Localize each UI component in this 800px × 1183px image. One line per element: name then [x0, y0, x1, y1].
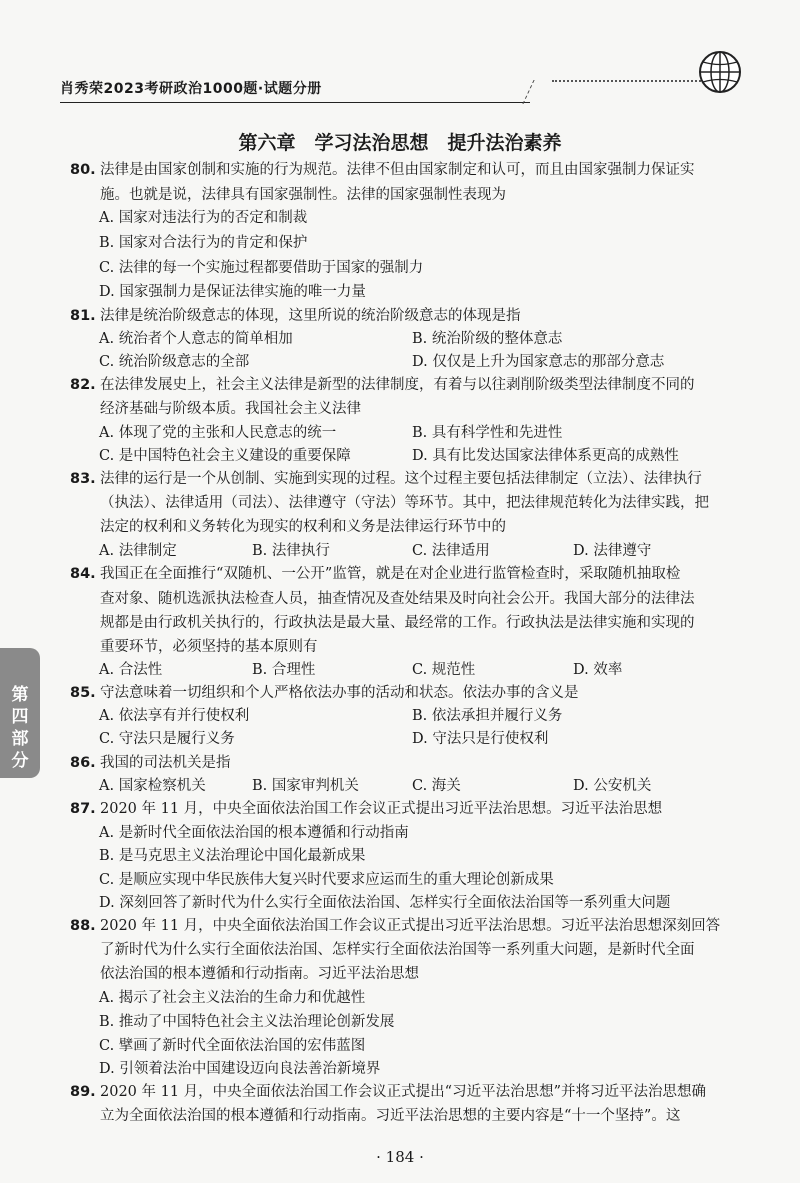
answer-option[interactable]: B. 是马克思主义法治理论中国化最新成果: [99, 848, 366, 864]
answer-option[interactable]: D. 引领着法治中国建设迈向良法善治新境界: [99, 1061, 381, 1077]
answer-option[interactable]: C. 守法只是履行义务: [99, 731, 235, 747]
question-stem-line: 规都是由行政机关执行的，行政执法是最大量、最经常的工作。行政执法是法律实施和实现的: [100, 615, 695, 631]
question-stem-line: 经济基础与阶级本质。我国社会主义法律: [100, 401, 361, 417]
question-stem-line: 立为全面依法治国的根本遵循和行动指南。习近平法治思想的主要内容是“十一个坚持”。这: [100, 1108, 681, 1124]
answer-option[interactable]: C. 规范性: [412, 662, 476, 678]
question-stem-text: 2020 年 11 月，中央全面依法治国工作会议正式提出习近平法治思想。习近平法治思想深刻回答: [100, 918, 721, 934]
question-number: 80.: [70, 162, 96, 178]
question-stem-line: [70, 683, 579, 703]
answer-option[interactable]: D. 效率: [573, 662, 623, 678]
answer-option[interactable]: B. 合理性: [252, 662, 316, 678]
question-stem-line: [70, 916, 720, 936]
question-number: 87.: [70, 801, 96, 817]
answer-option[interactable]: A. 国家对违法行为的否定和制裁: [99, 210, 308, 226]
answer-option[interactable]: C. 是顺应实现中华民族伟大复兴时代要求应运而生的重大理论创新成果: [99, 872, 554, 888]
answer-option[interactable]: C. 是中国特色社会主义建设的重要保障: [99, 448, 351, 464]
answer-option[interactable]: A. 法律制定: [99, 543, 177, 559]
question-stem-text: 法律是统治阶级意志的体现，这里所说的统治阶级意志的体现是指: [100, 308, 521, 324]
answer-option[interactable]: D. 守法只是行使权利: [412, 731, 549, 747]
question-stem-line: 了新时代为什么实行全面依法治国、怎样实行全面依法治国等一系列重大问题，是新时代全面: [100, 942, 695, 958]
question-number: 81.: [70, 308, 96, 324]
question-stem-line: 施。也就是说，法律具有国家强制性。法律的国家强制性表现为: [100, 187, 506, 203]
book-title: 肖秀荣2023考研政治1000题·试题分册: [60, 81, 322, 97]
header-rule: [60, 102, 530, 103]
question-stem-text: 我国正在全面推行“双随机、一公开”监管，就是在对企业进行监管检查时，采取随机抽取检: [100, 566, 681, 582]
section-tab-char: 分: [11, 751, 29, 771]
answer-option[interactable]: A. 合法性: [99, 662, 163, 678]
answer-option[interactable]: B. 法律执行: [252, 543, 330, 559]
answer-option[interactable]: C. 法律的每一个实施过程都要借助于国家的强制力: [99, 260, 424, 276]
globe-icon: [698, 50, 742, 94]
page-number: · 184 ·: [376, 1148, 424, 1166]
answer-option[interactable]: C. 海关: [412, 778, 461, 794]
question-stem-line: [70, 564, 680, 584]
chapter-title: 第六章 学习法治思想 提升法治素养: [238, 132, 562, 154]
answer-option[interactable]: B. 推动了中国特色社会主义法治理论创新发展: [99, 1014, 395, 1030]
question-stem-line: [70, 469, 702, 489]
question-stem-line: 重要环节，必须坚持的基本原则有: [100, 639, 318, 655]
answer-option[interactable]: B. 依法承担并履行义务: [412, 708, 563, 724]
question-stem-text: 法律是由国家创制和实施的行为规范。法律不但由国家制定和认可，而且由国家强制力保证实: [100, 162, 695, 178]
answer-option[interactable]: C. 法律适用: [412, 543, 490, 559]
question-stem-line: [70, 375, 695, 395]
question-stem-text: 我国的司法机关是指: [100, 755, 231, 771]
question-stem-line: [70, 160, 695, 180]
question-stem-line: 依法治国的根本遵循和行动指南。习近平法治思想: [100, 966, 419, 982]
answer-option[interactable]: D. 深刻回答了新时代为什么实行全面依法治国、怎样实行全面依法治国等一系列重大问题: [99, 895, 671, 911]
question-stem-line: 法定的权利和义务转化为现实的权利和义务是法律运行环节中的: [100, 519, 506, 535]
question-stem-line: [70, 1082, 706, 1102]
question-number: 88.: [70, 918, 96, 934]
question-stem-text: 2020 年 11 月，中央全面依法治国工作会议正式提出“习近平法治思想”并将习近平法治思想确: [100, 1084, 707, 1100]
answer-option[interactable]: A. 国家检察机关: [99, 778, 206, 794]
answer-option[interactable]: B. 统治阶级的整体意志: [412, 331, 563, 347]
header-dotted-rule: [552, 80, 717, 82]
question-number: 85.: [70, 685, 96, 701]
question-stem-line: （执法）、法律适用（司法）、法律遵守（守法）等环节。其中，把法律规范转化为法律实践，把: [100, 495, 709, 511]
answer-option[interactable]: A. 统治者个人意志的简单相加: [99, 331, 293, 347]
answer-option[interactable]: B. 国家对合法行为的肯定和保护: [99, 235, 308, 251]
question-number: 89.: [70, 1084, 96, 1100]
running-header: [60, 70, 750, 100]
question-stem-line: 查对象、随机选派执法检查人员，抽查情况及查处结果及时向社会公开。我国大部分的法律法: [100, 591, 695, 607]
answer-option[interactable]: C. 统治阶级意志的全部: [99, 354, 250, 370]
answer-option[interactable]: B. 具有科学性和先进性: [412, 425, 563, 441]
answer-option[interactable]: A. 体现了党的主张和人民意志的统一: [99, 425, 337, 441]
question-stem-text: 在法律发展史上，社会主义法律是新型的法律制度，有着与以往剥削阶级类型法律制度不同的: [100, 377, 695, 393]
question-stem-text: 守法意味着一切组织和个人严格依法办事的活动和状态。依法办事的含义是: [100, 685, 579, 701]
section-tab-char: 第: [11, 685, 29, 705]
answer-option[interactable]: B. 国家审判机关: [252, 778, 359, 794]
answer-option[interactable]: A. 依法享有并行使权利: [99, 708, 250, 724]
section-tab: [0, 648, 40, 778]
question-number: 84.: [70, 566, 96, 582]
answer-option[interactable]: D. 仅仅是上升为国家意志的那部分意志: [412, 354, 665, 370]
section-tab-char: 四: [11, 707, 29, 727]
answer-option[interactable]: D. 公安机关: [573, 778, 652, 794]
answer-option[interactable]: D. 国家强制力是保证法律实施的唯一力量: [99, 284, 366, 300]
question-stem-text: 法律的运行是一个从创制、实施到实现的过程。这个过程主要包括法律制定（立法）、法律执行: [100, 471, 702, 487]
question-stem-text: 2020 年 11 月，中央全面依法治国工作会议正式提出习近平法治思想。习近平法治思想: [100, 801, 663, 817]
answer-option[interactable]: A. 是新时代全面依法治国的根本遵循和行动指南: [99, 825, 409, 841]
answer-option[interactable]: D. 具有比发达国家法律体系更高的成熟性: [412, 448, 679, 464]
question-stem-line: [70, 306, 521, 326]
answer-option[interactable]: C. 擘画了新时代全面依法治国的宏伟蓝图: [99, 1038, 366, 1054]
question-number: 83.: [70, 471, 96, 487]
section-tab-char: 部: [11, 729, 29, 749]
answer-option[interactable]: A. 揭示了社会主义法治的生命力和优越性: [99, 990, 366, 1006]
question-stem-line: [70, 753, 231, 773]
question-number: 86.: [70, 755, 96, 771]
question-stem-line: [70, 799, 662, 819]
question-number: 82.: [70, 377, 96, 393]
answer-option[interactable]: D. 法律遵守: [573, 543, 652, 559]
header-rule-slant: [522, 80, 562, 104]
